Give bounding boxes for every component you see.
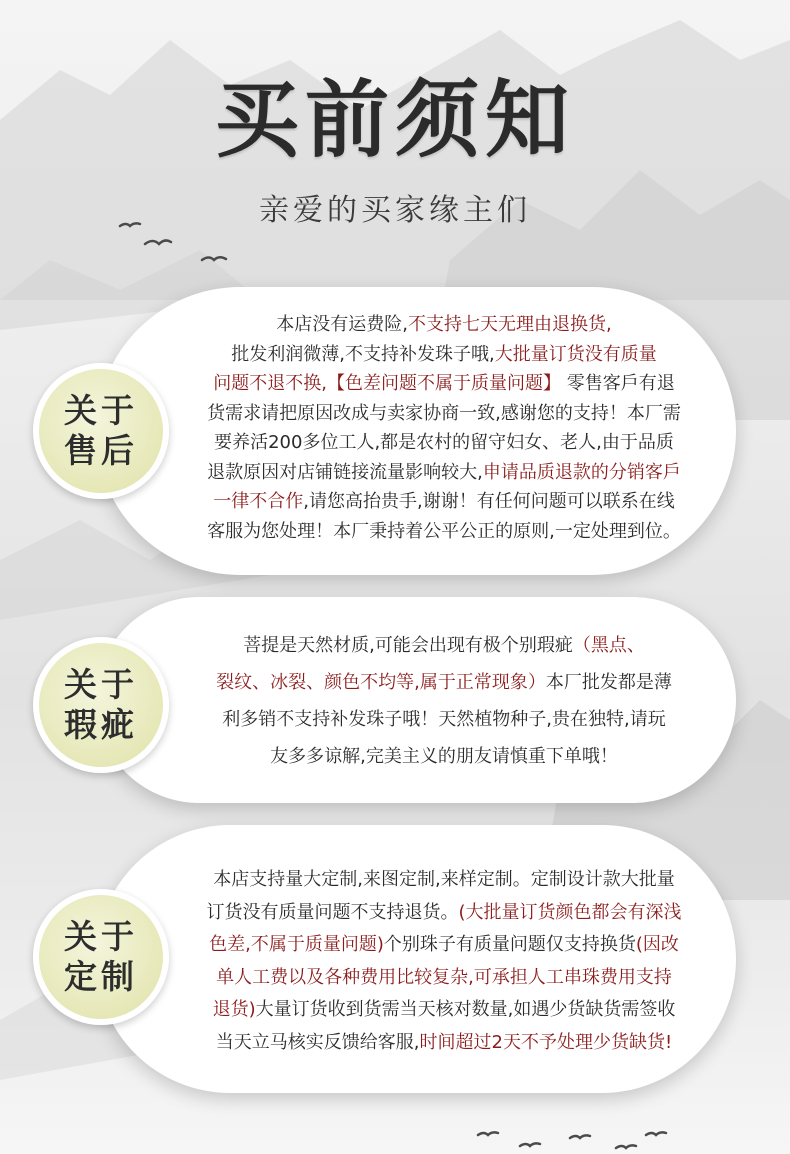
defects-badge (33, 637, 169, 773)
body-text: 本店支持量大定制,来图定制,来样定制。定制设计款大批量 (213, 869, 675, 890)
badge-line2: 售后 (64, 431, 138, 470)
highlight-text: 单人工费以及各种费用比较复杂,可承担人工串珠费用支持 (216, 966, 672, 988)
highlight-text: 一律不合作 (213, 491, 304, 512)
highlight-text: （黑点、 (572, 635, 645, 656)
highlight-text: 色差,不属于质量问题) (209, 934, 384, 955)
customization-badge (33, 889, 169, 1025)
highlight-text: 申请品质退款的分销客戶 (482, 461, 681, 483)
badge-line2: 定制 (64, 957, 138, 996)
body-text: 大量订货收到货需当天核对数量,如遇少货缺货需签收 (255, 999, 676, 1020)
body-text: 要养活200多位工人,都是农村的留守妇女、老人,由于品质 (214, 432, 674, 453)
badge-line1: 关于 (64, 917, 138, 957)
highlight-text: 时间超过2天不予处理少货缺货! (419, 1031, 673, 1053)
body-text: 本店没有运费险, (276, 314, 408, 335)
body-text: 菩提是天然材质,可能会出现有极个别瑕疵 (243, 635, 573, 656)
body-text: 友多多谅解,完美主义的朋友请慎重下单哦！ (270, 746, 618, 767)
body-text: 退款原因对店铺链接流量影响较大, (207, 461, 483, 483)
after-sales-badge (33, 363, 169, 499)
body-text: 利多销不支持补发珠子哦！天然植物种子,贵在独特,请玩 (222, 709, 666, 730)
body-text: 零售客戶有退 (561, 373, 675, 394)
page-subtitle: 亲爱的买家缘主们 (259, 193, 531, 228)
body-text: 订货没有质量问题不支持退货。 (206, 901, 459, 923)
highlight-text: 退货) (212, 999, 256, 1020)
body-text: 本厂批发都是薄 (545, 672, 672, 693)
badge-line1: 关于 (64, 391, 138, 431)
after-sales-text (160, 310, 728, 546)
highlight-text: 问题不退不换,【色差问题不属于质量问题】 (213, 373, 561, 394)
body-text: 当天立马核实反馈给客服, (215, 1031, 420, 1053)
body-text: ,请您高抬贵手,谢谢！有任何问题可以联系在线 (303, 491, 675, 512)
body-text: 客服为您处理！本厂秉持着公平公正的原则,一定处理到位。 (207, 520, 681, 542)
badge-line2: 瑕疵 (64, 705, 138, 744)
body-text: 个别珠子有质量问题仅支持换货 (383, 934, 636, 955)
highlight-text: (大批量订货颜色都会有深浅 (458, 901, 682, 923)
body-text: 批发利润微薄,不支持补发珠子哦, (231, 343, 495, 365)
highlight-text: 大批量订货没有质量 (494, 343, 657, 365)
body-text: 货需求请把原因改成与卖家协商一致,感谢您的支持！本厂需 (207, 402, 681, 424)
highlight-text: (因改 (635, 934, 679, 955)
page-title: 买前须知 (214, 71, 575, 169)
highlight-text: 裂纹、冰裂、颜色不均等,属于正常现象） (216, 672, 546, 693)
highlight-text: 不支持七天无理由退换货, (408, 314, 612, 335)
customization-text (160, 864, 728, 1059)
defects-text (160, 627, 728, 775)
badge-line1: 关于 (64, 665, 138, 705)
